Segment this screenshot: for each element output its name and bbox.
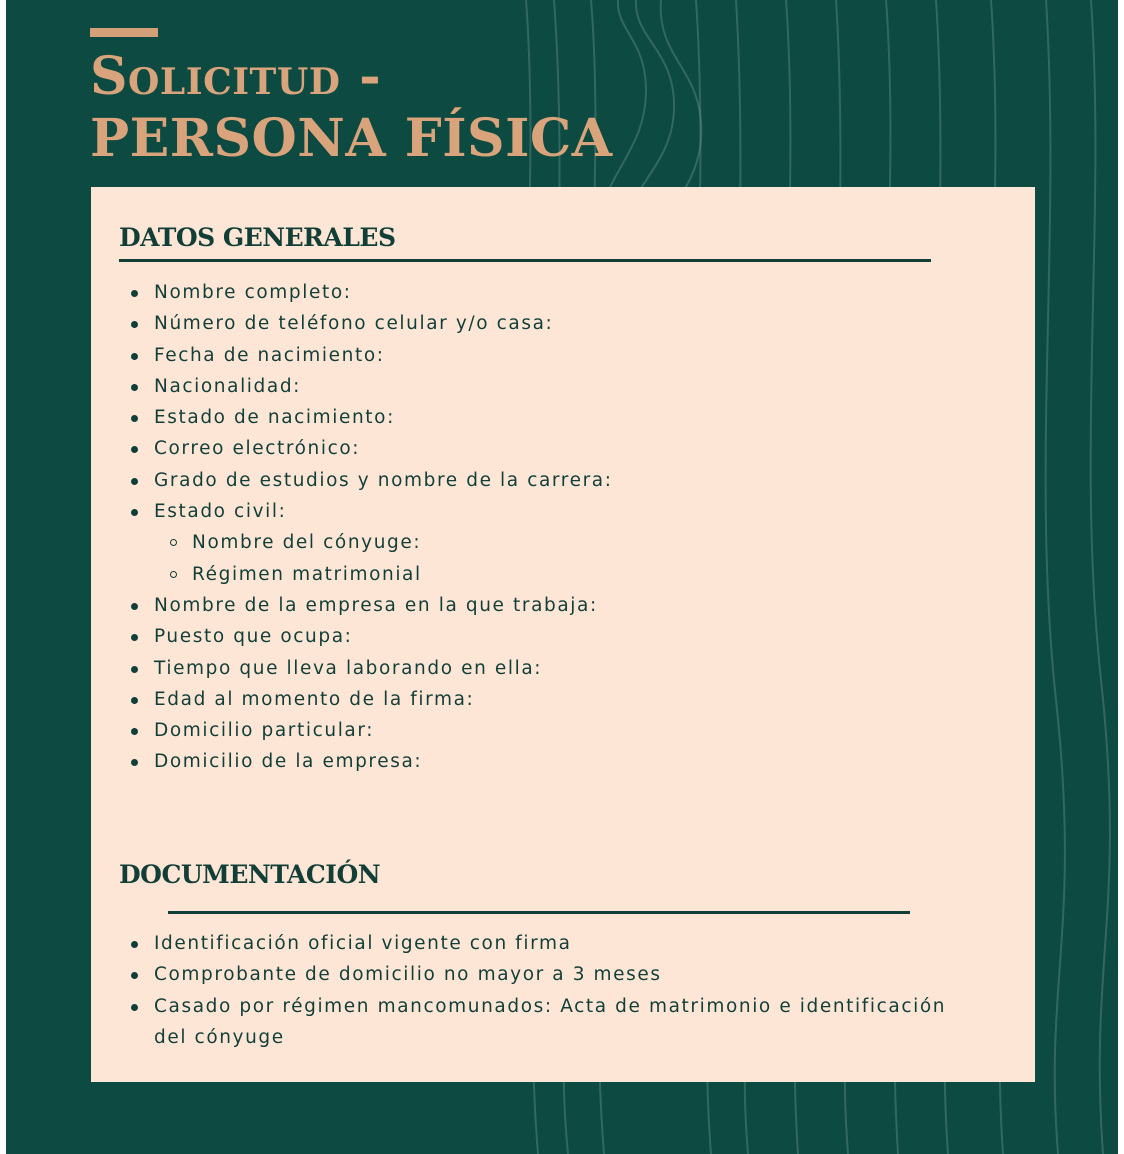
list-item: Comprobante de domicilio no mayor a 3 meses <box>119 959 974 990</box>
title-line-1: Solicitud - <box>90 46 382 107</box>
list-item: Nacionalidad: <box>119 371 613 402</box>
sub-list-item: Nombre del cónyuge: <box>119 527 613 558</box>
content-card <box>91 187 1035 1082</box>
title-line-2: PERSONA FÍSICA <box>90 108 613 169</box>
list-item: Edad al momento de la firma: <box>119 684 613 715</box>
sub-list-item: Régimen matrimonial <box>119 559 613 590</box>
list-item: Estado de nacimiento: <box>119 402 613 433</box>
section-rule-general <box>119 259 931 262</box>
list-item: Fecha de nacimiento: <box>119 340 613 371</box>
section-rule-docs <box>168 911 910 914</box>
general-data-list <box>119 277 613 778</box>
list-item: Grado de estudios y nombre de la carrera: <box>119 465 613 496</box>
list-item: Número de teléfono celular y/o casa: <box>119 308 613 339</box>
page-title <box>90 46 613 170</box>
list-item: Domicilio particular: <box>119 715 613 746</box>
title-accent-bar <box>90 28 158 37</box>
list-item: Correo electrónico: <box>119 433 613 464</box>
list-item: Estado civil: <box>119 496 613 527</box>
list-item: Nombre de la empresa en la que trabaja: <box>119 590 613 621</box>
documentation-list <box>119 928 974 1053</box>
list-item: Domicilio de la empresa: <box>119 746 613 777</box>
document-page <box>6 0 1118 1154</box>
section-heading-general: DATOS GENERALES <box>119 223 396 252</box>
section-heading-docs: DOCUMENTACIÓN <box>119 860 381 889</box>
list-item: Nombre completo: <box>119 277 613 308</box>
list-item: Tiempo que lleva laborando en ella: <box>119 653 613 684</box>
list-item: Puesto que ocupa: <box>119 621 613 652</box>
list-item: Identificación oficial vigente con firma <box>119 928 974 959</box>
list-item: Casado por régimen mancomunados: Acta de matrimonio e identificación del cónyuge <box>119 991 974 1054</box>
